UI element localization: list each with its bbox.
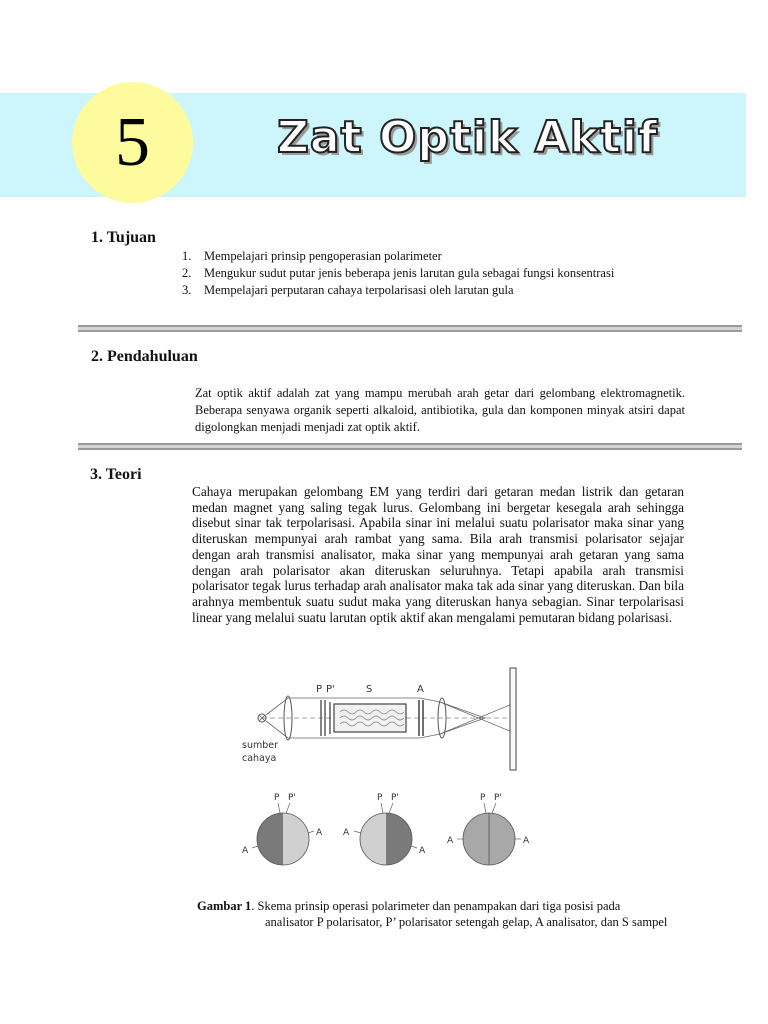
list-item-number: 2. (182, 266, 192, 280)
figure-caption (197, 898, 685, 930)
list-item-text: Mempelajari prinsip pengoperasian polarimeter (204, 249, 442, 263)
list-item-number: 3. (182, 283, 192, 297)
goals-list (182, 248, 614, 299)
section-heading-teori: 3. Teori (90, 466, 142, 483)
label-source-line1: sumber (242, 740, 279, 751)
label-p: P (316, 684, 323, 695)
section-divider (78, 443, 742, 450)
label-p-prime: P' (326, 684, 335, 695)
list-item (182, 282, 614, 299)
chapter-number: 5 (115, 104, 150, 181)
field-disc-3 (447, 793, 530, 865)
list-item-text: Mengukur sudut putar jenis beberapa jenis larutan gula sebagai fungsi konsentrasi (204, 266, 615, 280)
section-divider (78, 325, 742, 332)
disc-label-a: A (316, 828, 323, 838)
disc-label-p: P (377, 793, 383, 803)
label-s: S (366, 684, 373, 695)
field-disc-1 (242, 793, 323, 865)
field-disc-2 (343, 793, 426, 865)
label-a: A (417, 684, 424, 695)
label-source-line2: cahaya (242, 753, 277, 764)
list-item (182, 265, 614, 282)
intro-paragraph: Zat optik aktif adalah zat yang mampu merubah arah getar dari gelombang elektromagnetik. Beberapa senyawa organik seperti alkaloid, antibiotika, gula dan komponen minyak atsiri dapat digolongkan menjadi menjadi zat optik aktif. (195, 386, 685, 434)
list-item (182, 248, 614, 265)
list-item-text: Mempelajari perputaran cahaya terpolarisasi oleh larutan gula (204, 283, 514, 297)
section-heading-pendahuluan: 2. Pendahuluan (91, 348, 198, 365)
disc-label-a: A (419, 846, 426, 856)
disc-label-p-prime: P' (494, 793, 502, 803)
disc-label-p-prime: P' (391, 793, 399, 803)
screen (510, 668, 516, 770)
disc-label-a: A (523, 836, 530, 846)
disc-label-a: A (242, 846, 249, 856)
theory-paragraph: Cahaya merupakan gelombang EM yang terdiri dari getaran medan listrik dan getaran medan magnet yang saling tegak lurus. Gelombang ini bergetar kesegala arah sehingga disebut sinar tak terpolarisasi. Apabila sinar ini melalui suatu polarisator maka sinar yang diteruskan mempunyai arah rambat yang sama. Bila arah transmisi polarisator sejajar dengan arah transmisi analisator, maka sinar yang mempunyai arah getaran yang sama dengan arah polarisator akan diteruskan seluruhnya. Tetapi apabila arah transmisi polarisator tegak lurus terhadap arah analisator maka tak ada sinar yang diteruskan. Dan bila arahnya membentuk suatu sudut maka yang diteruskan hanya sebagian. Sinar terpolarisasi linear yang melalui suatu larutan optik aktif akan mengalami pemutaran bidang polarisasi. (192, 484, 684, 625)
polarimeter-figure (230, 660, 540, 875)
disc-label-p: P (274, 793, 280, 803)
caption-text: . Skema prinsip operasi polarimeter dan penampakan dari tiga posisi pada (251, 899, 621, 913)
disc-label-a: A (343, 828, 350, 838)
section-heading-tujuan: 1. Tujuan (91, 229, 156, 246)
caption-continuation: analisator P polarisator, P’ polarisator setengah gelap, A analisator, dan S sampel (265, 915, 668, 929)
chapter-title: Zat Optik Aktif (277, 112, 659, 163)
list-item-number: 1. (182, 249, 192, 263)
sample-tube (334, 704, 406, 732)
disc-label-a: A (447, 836, 454, 846)
caption-label: Gambar 1 (197, 899, 252, 913)
disc-label-p-prime: P' (288, 793, 296, 803)
disc-label-p: P (480, 793, 486, 803)
